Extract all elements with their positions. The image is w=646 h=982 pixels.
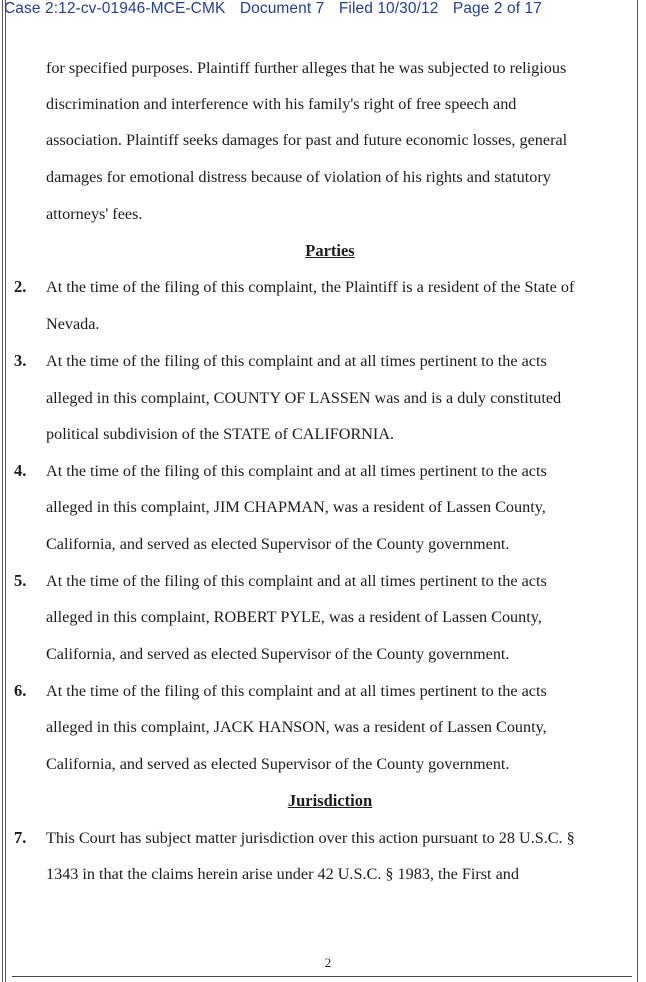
body-line: damages for emotional distress because of violation of his rights and statutory — [46, 168, 551, 186]
body-line: At the time of the filing of this complaint, the Plaintiff is a resident of the State of — [46, 278, 575, 296]
body-line: At the time of the filing of this complaint and at all times pertinent to the acts — [46, 352, 547, 370]
footer-rule — [12, 976, 632, 977]
left-margin-rule-inner — [5, 0, 6, 982]
body-line: alleged in this complaint, JACK HANSON, was a resident of Lassen County, — [46, 718, 547, 736]
body-line: California, and served as elected Supervisor of the County government. — [46, 535, 510, 553]
body-line: alleged in this complaint, COUNTY OF LASSEN was and is a duly constituted — [46, 389, 562, 407]
document-number: Document 7 — [239, 0, 325, 17]
filed-date: Filed 10/30/12 — [338, 0, 439, 17]
body-line: 1343 in that the claims herein arise under 42 U.S.C. § 1983, the First and — [46, 865, 519, 883]
section-heading-parties: Parties — [305, 241, 355, 260]
body-line: discrimination and interference with his family's right of free speech and — [46, 95, 517, 113]
body-line: for specified purposes. Plaintiff further alleges that he was subjected to religious — [46, 59, 567, 77]
filing-header — [4, 0, 552, 20]
left-margin-rule — [2, 0, 3, 982]
body-line: California, and served as elected Supervisor of the County government. — [46, 755, 510, 773]
body-line: political subdivision of the STATE of CALIFORNIA. — [46, 425, 395, 443]
body-line: alleged in this complaint, ROBERT PYLE, was a resident of Lassen County, — [46, 608, 542, 626]
body-line: Nevada. — [46, 315, 100, 333]
paragraph-number: 7. — [14, 828, 27, 847]
paragraph-number: 4. — [14, 461, 27, 480]
body-line: association. Plaintiff seeks damages for past and future economic losses, general — [46, 131, 568, 149]
body-line: At the time of the filing of this complaint and at all times pertinent to the acts — [46, 572, 547, 590]
paragraph-number: 6. — [14, 681, 27, 700]
right-margin-rule — [637, 0, 638, 982]
body-line: attorneys' fees. — [46, 205, 143, 223]
body-line: At the time of the filing of this complaint and at all times pertinent to the acts — [46, 682, 547, 700]
body-line: California, and served as elected Supervisor of the County government. — [46, 645, 510, 663]
body-line: alleged in this complaint, JIM CHAPMAN, was a resident of Lassen County, — [46, 498, 546, 516]
body-line: This Court has subject matter jurisdiction over this action pursuant to 28 U.S.C. § — [46, 829, 575, 847]
paragraph-number: 2. — [14, 277, 27, 296]
page-number: 2 — [324, 955, 332, 970]
section-heading-jurisdiction: Jurisdiction — [287, 791, 373, 810]
paragraph-number: 3. — [14, 351, 27, 370]
case-number: Case 2:12-cv-01946-MCE-CMK — [4, 0, 226, 17]
paragraph-number: 5. — [14, 571, 27, 590]
body-line: At the time of the filing of this complaint and at all times pertinent to the acts — [46, 462, 547, 480]
page-count: Page 2 of 17 — [452, 0, 542, 17]
